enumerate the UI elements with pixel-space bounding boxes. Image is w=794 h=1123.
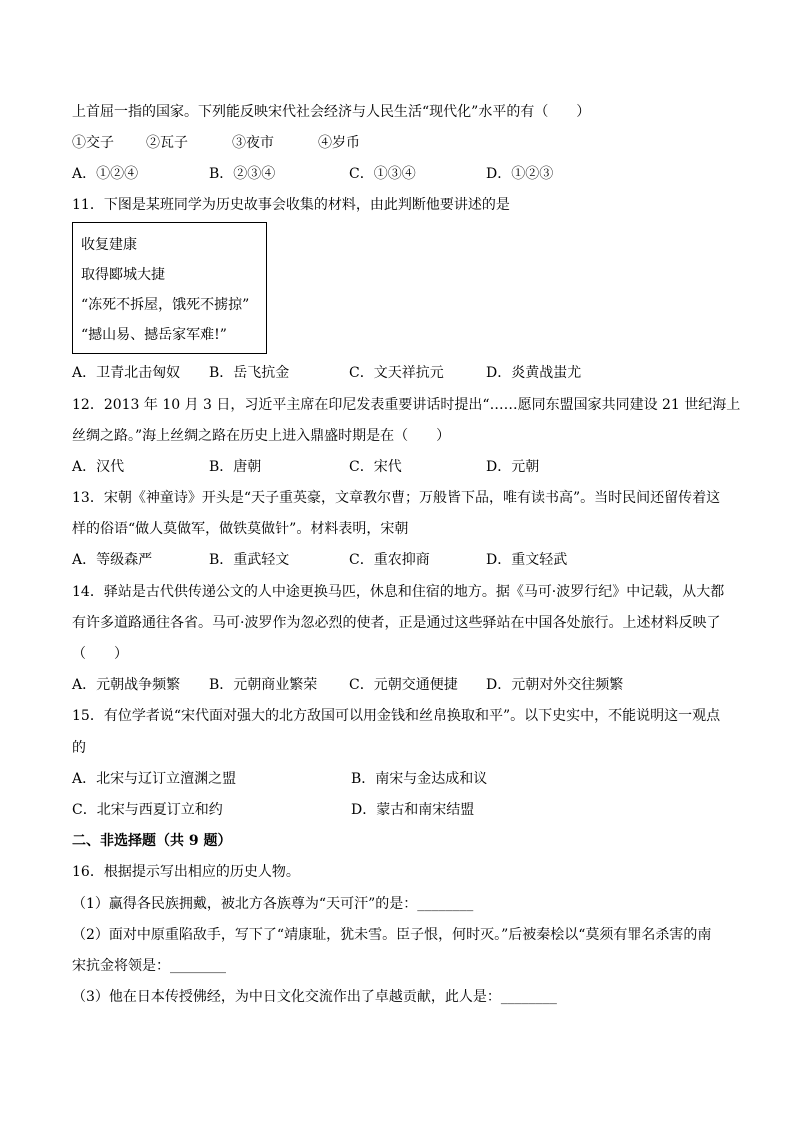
q12-stem-line-2: 丝绸之路。”海上丝绸之路在历史上进入鼎盛时期是在（ ） xyxy=(72,428,451,444)
q15-option-c: C．北宋与西夏订立和约 xyxy=(72,802,223,818)
q11-option-d: D．炎黄战蚩尤 xyxy=(486,365,582,381)
q13-option-d: D．重文轻武 xyxy=(486,552,568,568)
q15-stem-line-2: 的 xyxy=(72,740,86,756)
q11-box-line-3: “冻死不拆屋，饿死不掳掠” xyxy=(81,297,250,313)
q14-stem-line-2: 有许多道路通往各省。马可·波罗作为忽必烈的使者，正是通过这些驿站在中国各处旅行。上述材料反映了 xyxy=(72,615,721,631)
q14-option-a: A．元朝战争频繁 xyxy=(72,677,181,693)
q10-item-3: ③夜市 xyxy=(232,135,274,151)
q14-option-b: B．元朝商业繁荣 xyxy=(209,677,318,693)
q10-item-1: ①交子 xyxy=(72,135,114,151)
q14-stem-line-1: 14．驿站是古代供传递公文的人中途更换马匹，休息和住宿的地方。据《马可·波罗行纪》中记载，从大都 xyxy=(72,584,725,600)
q11-option-c: C．文天祥抗元 xyxy=(349,365,444,381)
q16-sub-1: （1）赢得各民族拥戴，被北方各族尊为“天可汗”的是：________ xyxy=(72,896,474,912)
q10-option-b: B．②③④ xyxy=(209,166,276,182)
q10-option-d: D．①②③ xyxy=(486,166,554,182)
q11-box-line-2: 取得郾城大捷 xyxy=(81,267,165,283)
q13-stem-line-2: 样的俗语“做人莫做军，做铁莫做针”。材料表明，宋朝 xyxy=(72,521,409,537)
q14-stem-line-3: （ ） xyxy=(72,646,128,662)
q16-sub-3: （3）他在日本传授佛经，为中日文化交流作出了卓越贡献，此人是：________ xyxy=(72,989,557,1005)
q16-sub-2-line-1: （2）面对中原重陷敌手，写下了“靖康耻，犹未雪。臣子恨，何时灭。”后被秦桧以“莫须有罪名杀害的南 xyxy=(72,927,712,943)
q10-option-a: A．①②④ xyxy=(72,166,139,182)
q11-box-line-4: “撼山易、撼岳家军难!” xyxy=(81,327,227,343)
q13-stem-line-1: 13．宋朝《神童诗》开头是“天子重英豪，文章教尔曹；万般皆下品，唯有读书高”。当时民间还留传着这 xyxy=(72,490,721,506)
q11-box-line-1: 收复建康 xyxy=(81,237,137,253)
q10-item-4: ④岁币 xyxy=(318,135,360,151)
q12-option-b: B．唐朝 xyxy=(209,459,262,475)
section-title-non-choice: 二、非选择题（共 9 题） xyxy=(72,833,232,849)
q15-option-b: B．南宋与金达成和议 xyxy=(351,771,488,787)
q11-option-b: B．岳飞抗金 xyxy=(209,365,290,381)
q12-stem-line-1: 12．2013 年 10 月 3 日，习近平主席在印尼发表重要讲话时提出“……愿同东盟国家共同建设 21 世纪海上 xyxy=(72,397,741,413)
q10-item-2: ②瓦子 xyxy=(146,135,188,151)
q11-stem: 11．下图是某班同学为历史故事会收集的材料，由此判断他要讲述的是 xyxy=(72,197,510,213)
q15-option-a: A．北宋与辽订立澶渊之盟 xyxy=(72,771,237,787)
q16-stem: 16．根据提示写出相应的历史人物。 xyxy=(72,864,300,880)
q14-option-c: C．元朝交通便捷 xyxy=(349,677,458,693)
q13-option-c: C．重农抑商 xyxy=(349,552,430,568)
q12-option-a: A．汉代 xyxy=(72,459,125,475)
q14-option-d: D．元朝对外交往频繁 xyxy=(486,677,624,693)
q11-option-a: A．卫青北击匈奴 xyxy=(72,365,181,381)
q15-stem-line-1: 15．有位学者说“宋代面对强大的北方敌国可以用金钱和丝帛换取和平”。以下史实中，不能说明这一观点 xyxy=(72,708,721,724)
q15-option-d: D．蒙古和南宋结盟 xyxy=(351,802,475,818)
q11-material-box xyxy=(72,222,267,354)
q12-option-d: D．元朝 xyxy=(486,459,540,475)
q16-sub-2-line-2: 宋抗金将领是：________ xyxy=(72,958,226,974)
q10-stem-end: 上首屈一指的国家。下列能反映宋代社会经济与人民生活“现代化”水平的有（ ） xyxy=(72,104,591,120)
q12-option-c: C．宋代 xyxy=(349,459,402,475)
q13-option-a: A．等级森严 xyxy=(72,552,153,568)
q13-option-b: B．重武轻文 xyxy=(209,552,290,568)
q10-option-c: C．①③④ xyxy=(349,166,416,182)
